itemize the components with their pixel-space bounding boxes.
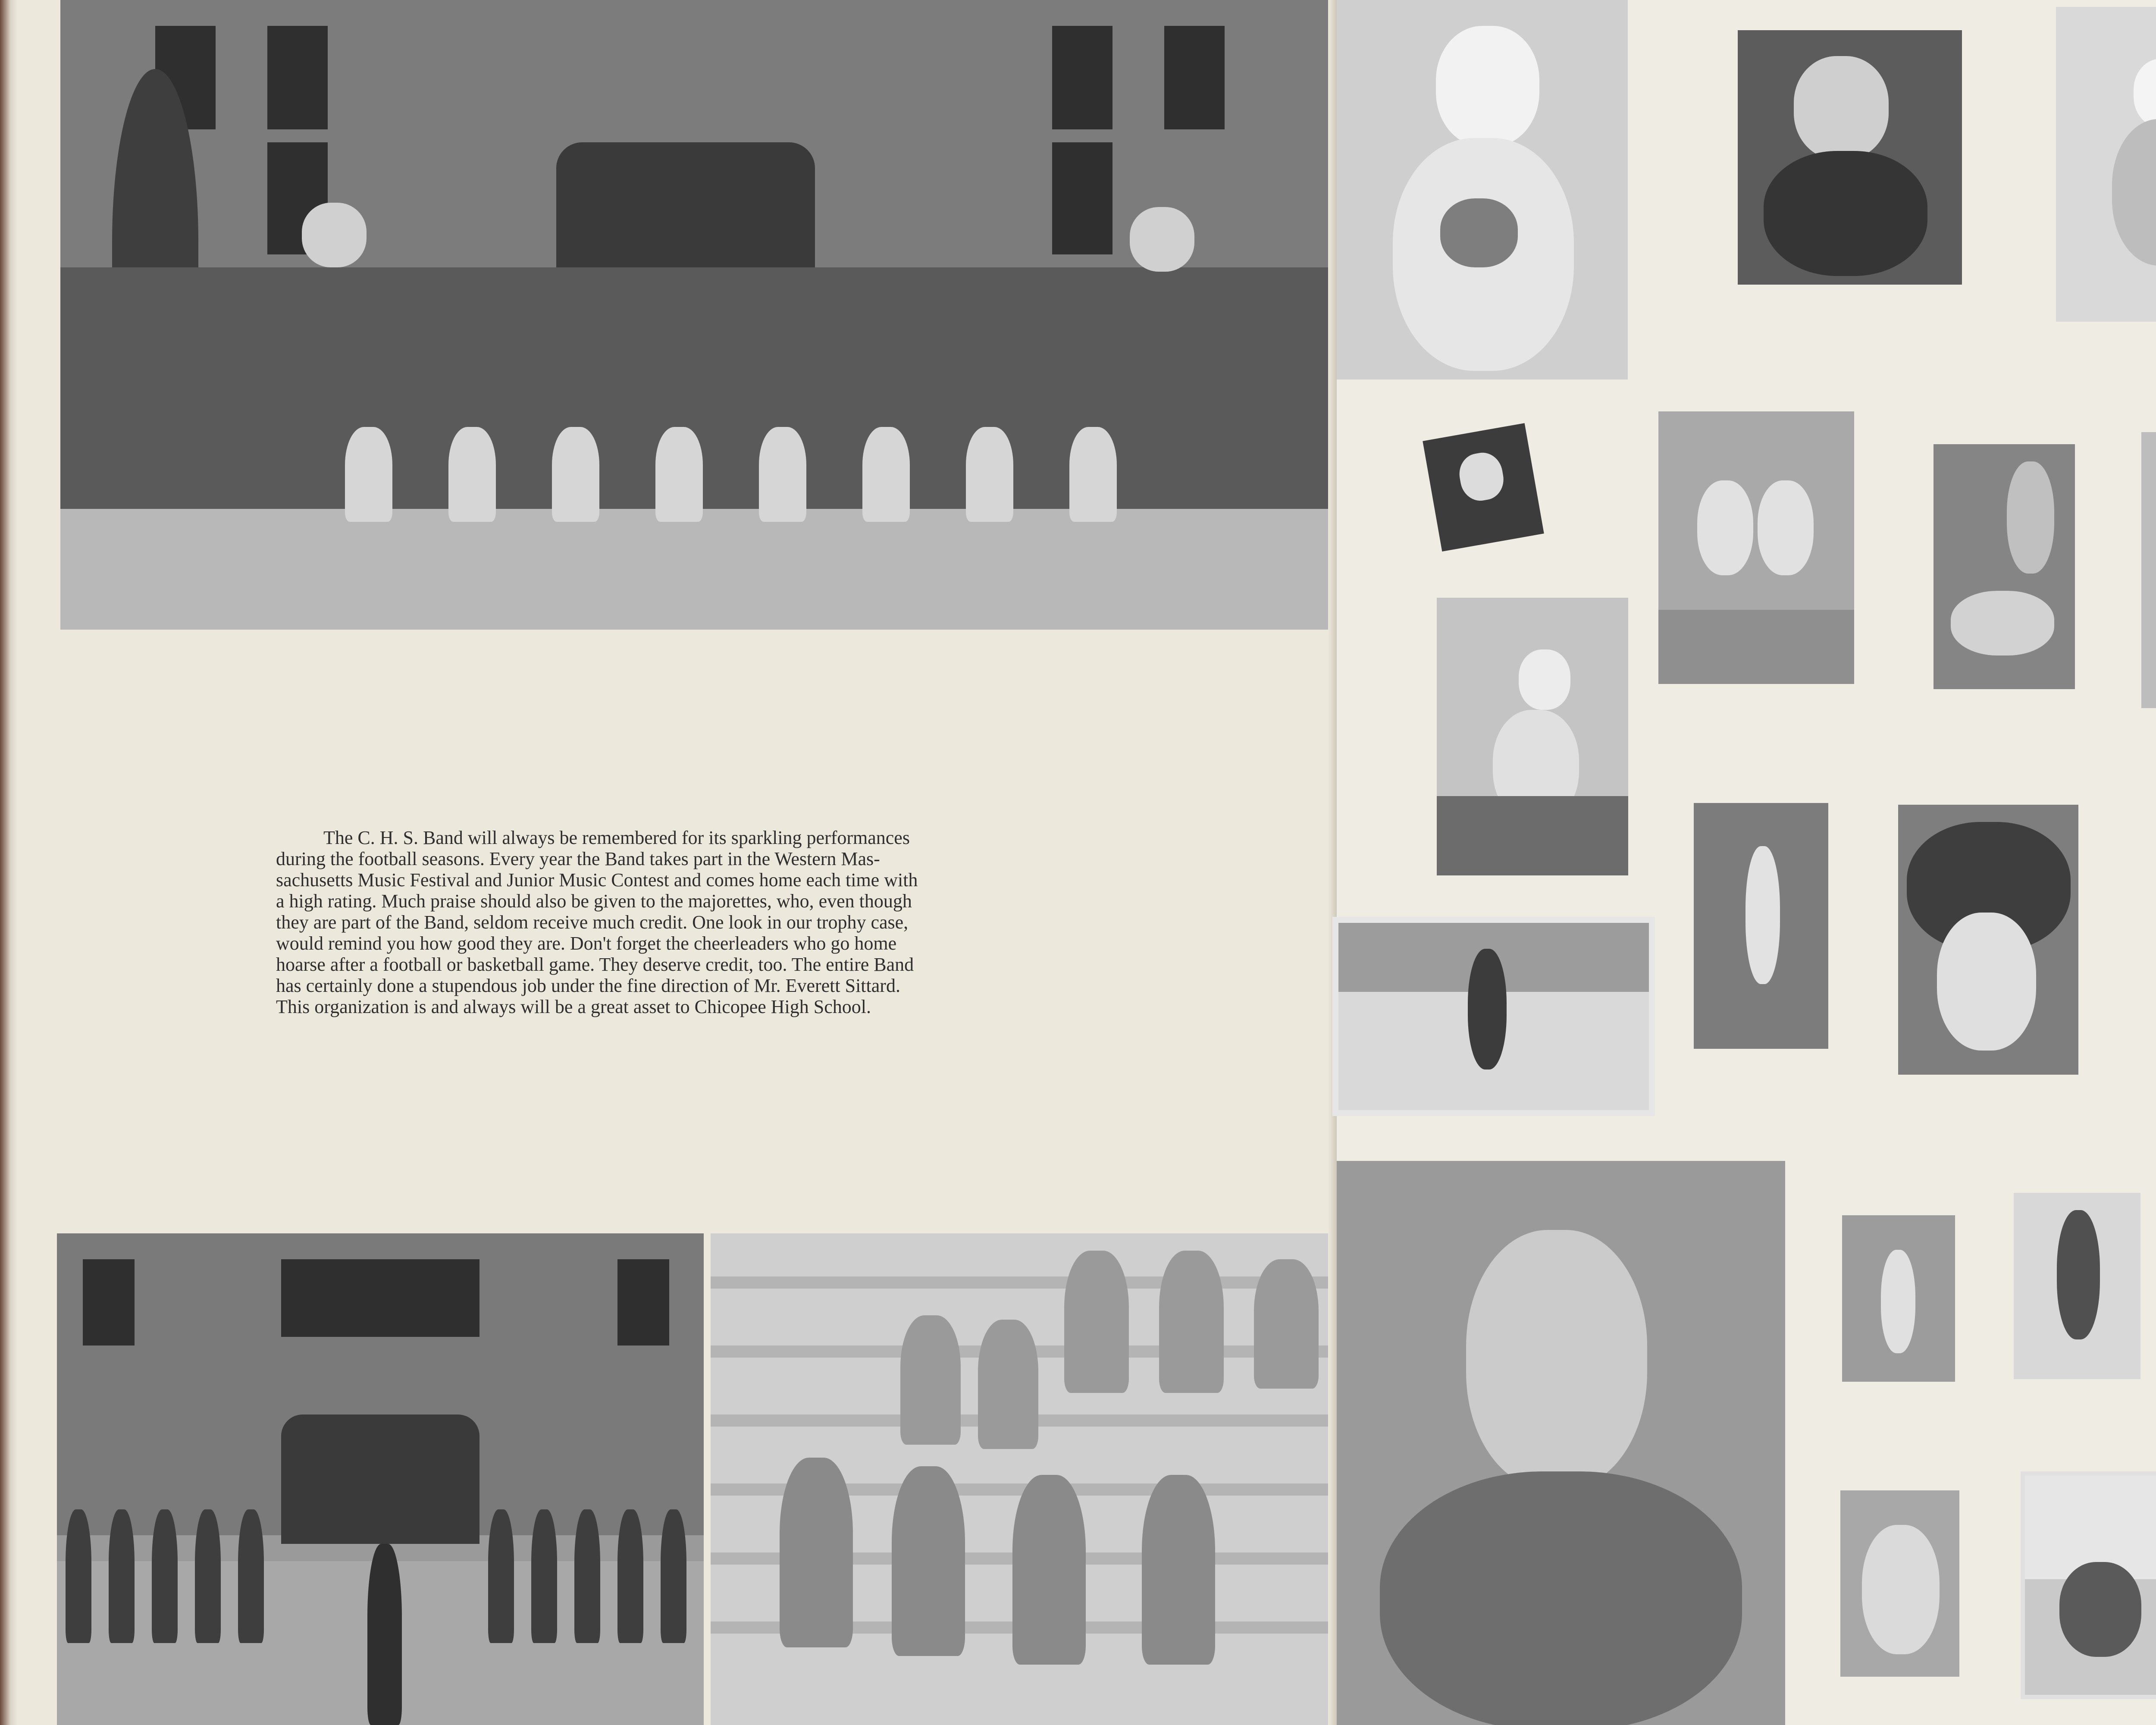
paragraph-line: they are part of the Band, seldom receive much credit. One look in our trophy case, [276,912,909,933]
cheerleaders-photo [711,1233,1350,1725]
small-photo-child-in-hat [1423,423,1544,552]
paragraph-line: sachusetts Music Festival and Junior Music Contest and comes home each time with [276,869,918,891]
portrait-smiling-baby [1337,1161,1785,1725]
paragraph-line: hoarse after a football or basketball game. They deserve credit, too. The entire Band [276,954,914,975]
baby-photo-sitting-on-stool [2056,7,2156,322]
paragraph-line: This organization is and always will be a great asset to Chicopee High School. [276,996,871,1017]
snapshot-child-in-snow [1332,917,1655,1116]
snapshot-baby-in-carriage [2021,1471,2156,1699]
band-description [276,827,1177,1017]
right-page [1337,0,2156,1725]
paragraph-line: a high rating. Much praise should also be given to the majorettes, who, even though [276,891,912,912]
paragraph-line: would remind you how good they are. Don't forget the cheerleaders who go home [276,933,897,954]
snapshot-toddler-on-lawn [1694,803,1828,1049]
baby-photo-in-bonnet [2141,432,2156,708]
paragraph-line: has certainly done a stupendous job under the fine direction of Mr. Everett Sittard. [276,975,900,996]
band-group-photo [60,0,1332,630]
baby-photo-sitting-in-chair [1898,805,2078,1075]
baby-photo-toddler-in-chair [1738,30,1962,285]
baby-photo-toddler-on-blanket [1437,598,1628,875]
paragraph-line: during the football seasons. Every year the Band takes part in the Western Mas- [276,848,880,869]
snapshot-toddler-by-bush [1842,1215,1955,1382]
snapshot-two-children [1840,1490,1959,1677]
left-page [17,0,1350,1725]
majorettes-photo [57,1233,704,1725]
baby-photo-girl-with-kitten [1337,0,1628,380]
paragraph-line: The C. H. S. Band will always be remembered for its sparkling performances [323,827,910,848]
snapshot-girl-on-porch [2014,1193,2140,1379]
page-edge [0,0,17,1725]
baby-photo-in-washtub [1934,444,2075,689]
baby-photo-twins [1658,411,1854,684]
